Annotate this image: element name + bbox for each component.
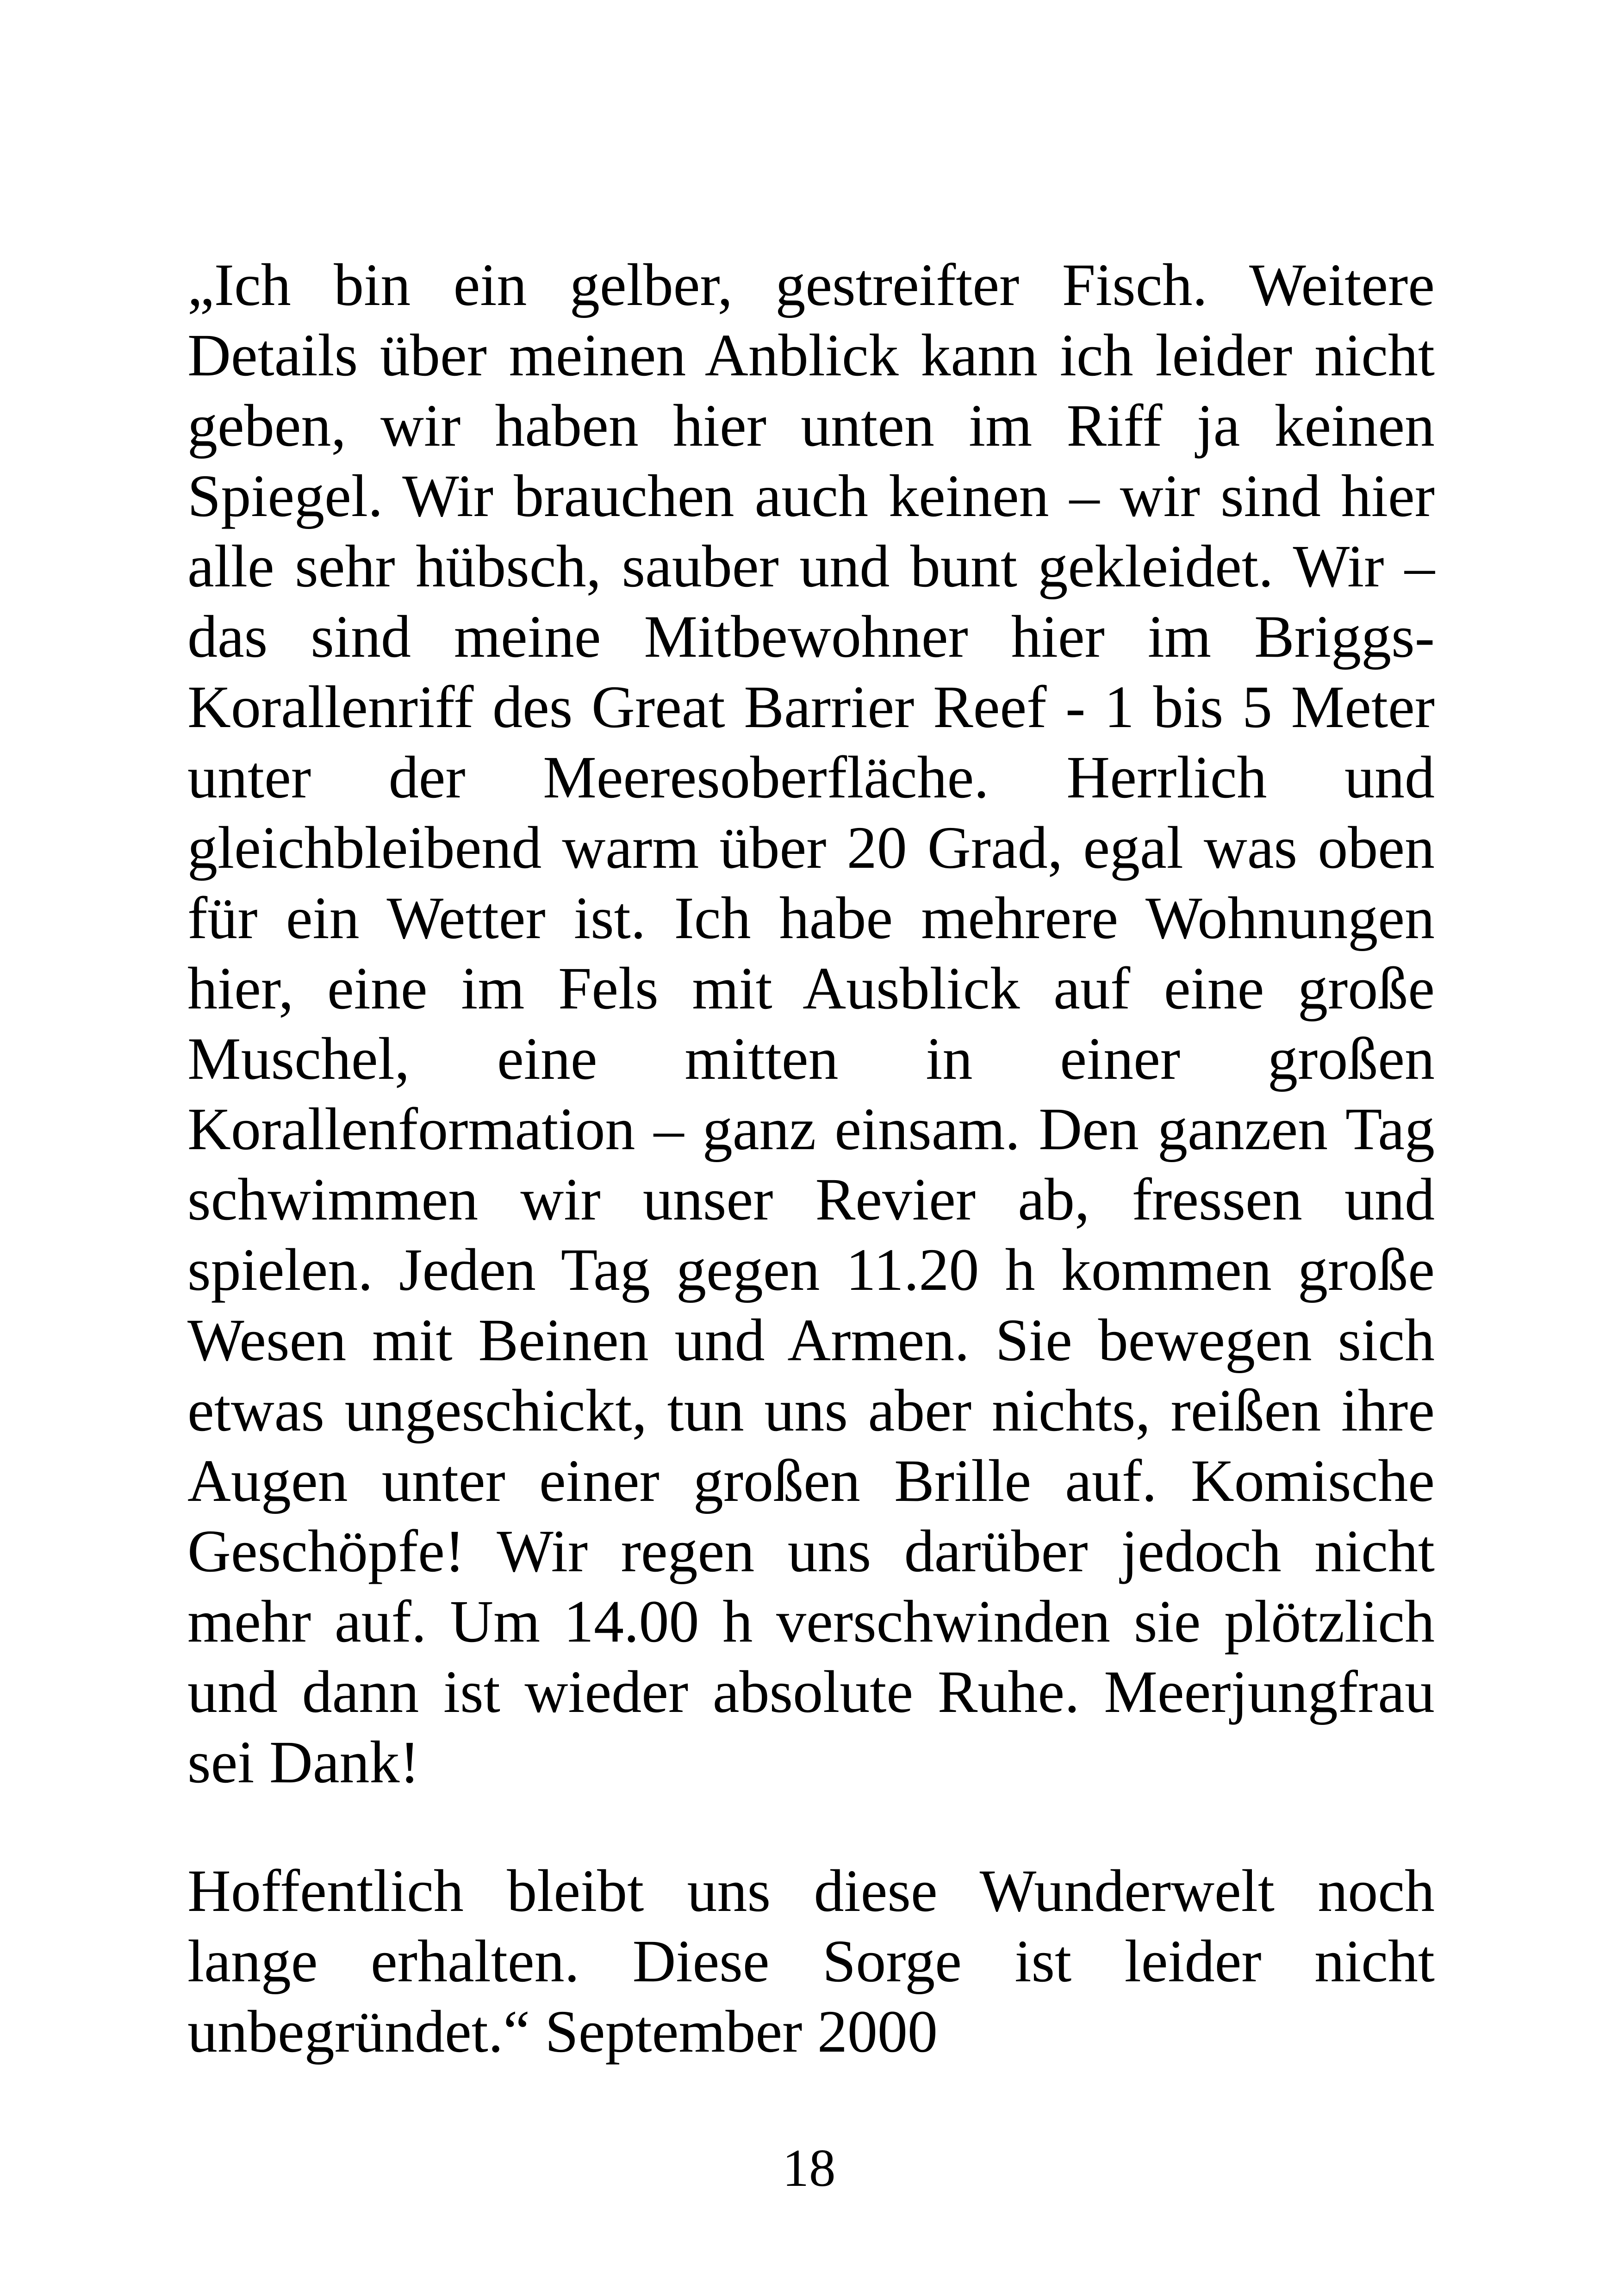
body-paragraph: „Ich bin ein gelber, gestreifter Fisch. Weitere Details über meinen Anblick kann ich leider nicht geben, wir haben hier unten im Riff ja keinen Spiegel. Wir brauchen auch keinen – wir sind hier alle sehr hübsch, sauber und bunt gekleidet. Wir – das sind meine Mitbewohner hier im Briggs-Korallenriff des Great Barrier Reef - 1 bis 5 Meter unter der Meeresoberfläche. Herrlich und gleichbleibend warm über 20 Grad, egal was oben für ein Wetter ist. Ich habe mehrere Wohnungen hier, eine im Fels mit Ausblick auf eine große Muschel, eine mitten in einer großen Korallenformation – ganz einsam. Den ganzen Tag schwimmen wir unser Revier ab, fressen und spielen. Jeden Tag gegen 11.20 h kommen große Wesen mit Beinen und Armen. Sie bewegen sich etwas ungeschickt, tun uns aber nichts, reißen ihre Augen unter einer großen Brille auf. Komische Geschöpfe! Wir regen uns darüber jedoch nicht mehr auf. Um 14.00 h verschwinden sie plötzlich und dann ist wieder absolute Ruhe. Meerjungfrau sei Dank! [187,252,1435,1796]
closing-paragraph: Hoffentlich bleibt uns diese Wunderwelt noch lange erhalten. Diese Sorge ist leider nicht unbegründet.“ September 2000 [187,1858,1435,2065]
page-number: 18 [782,2139,836,2197]
